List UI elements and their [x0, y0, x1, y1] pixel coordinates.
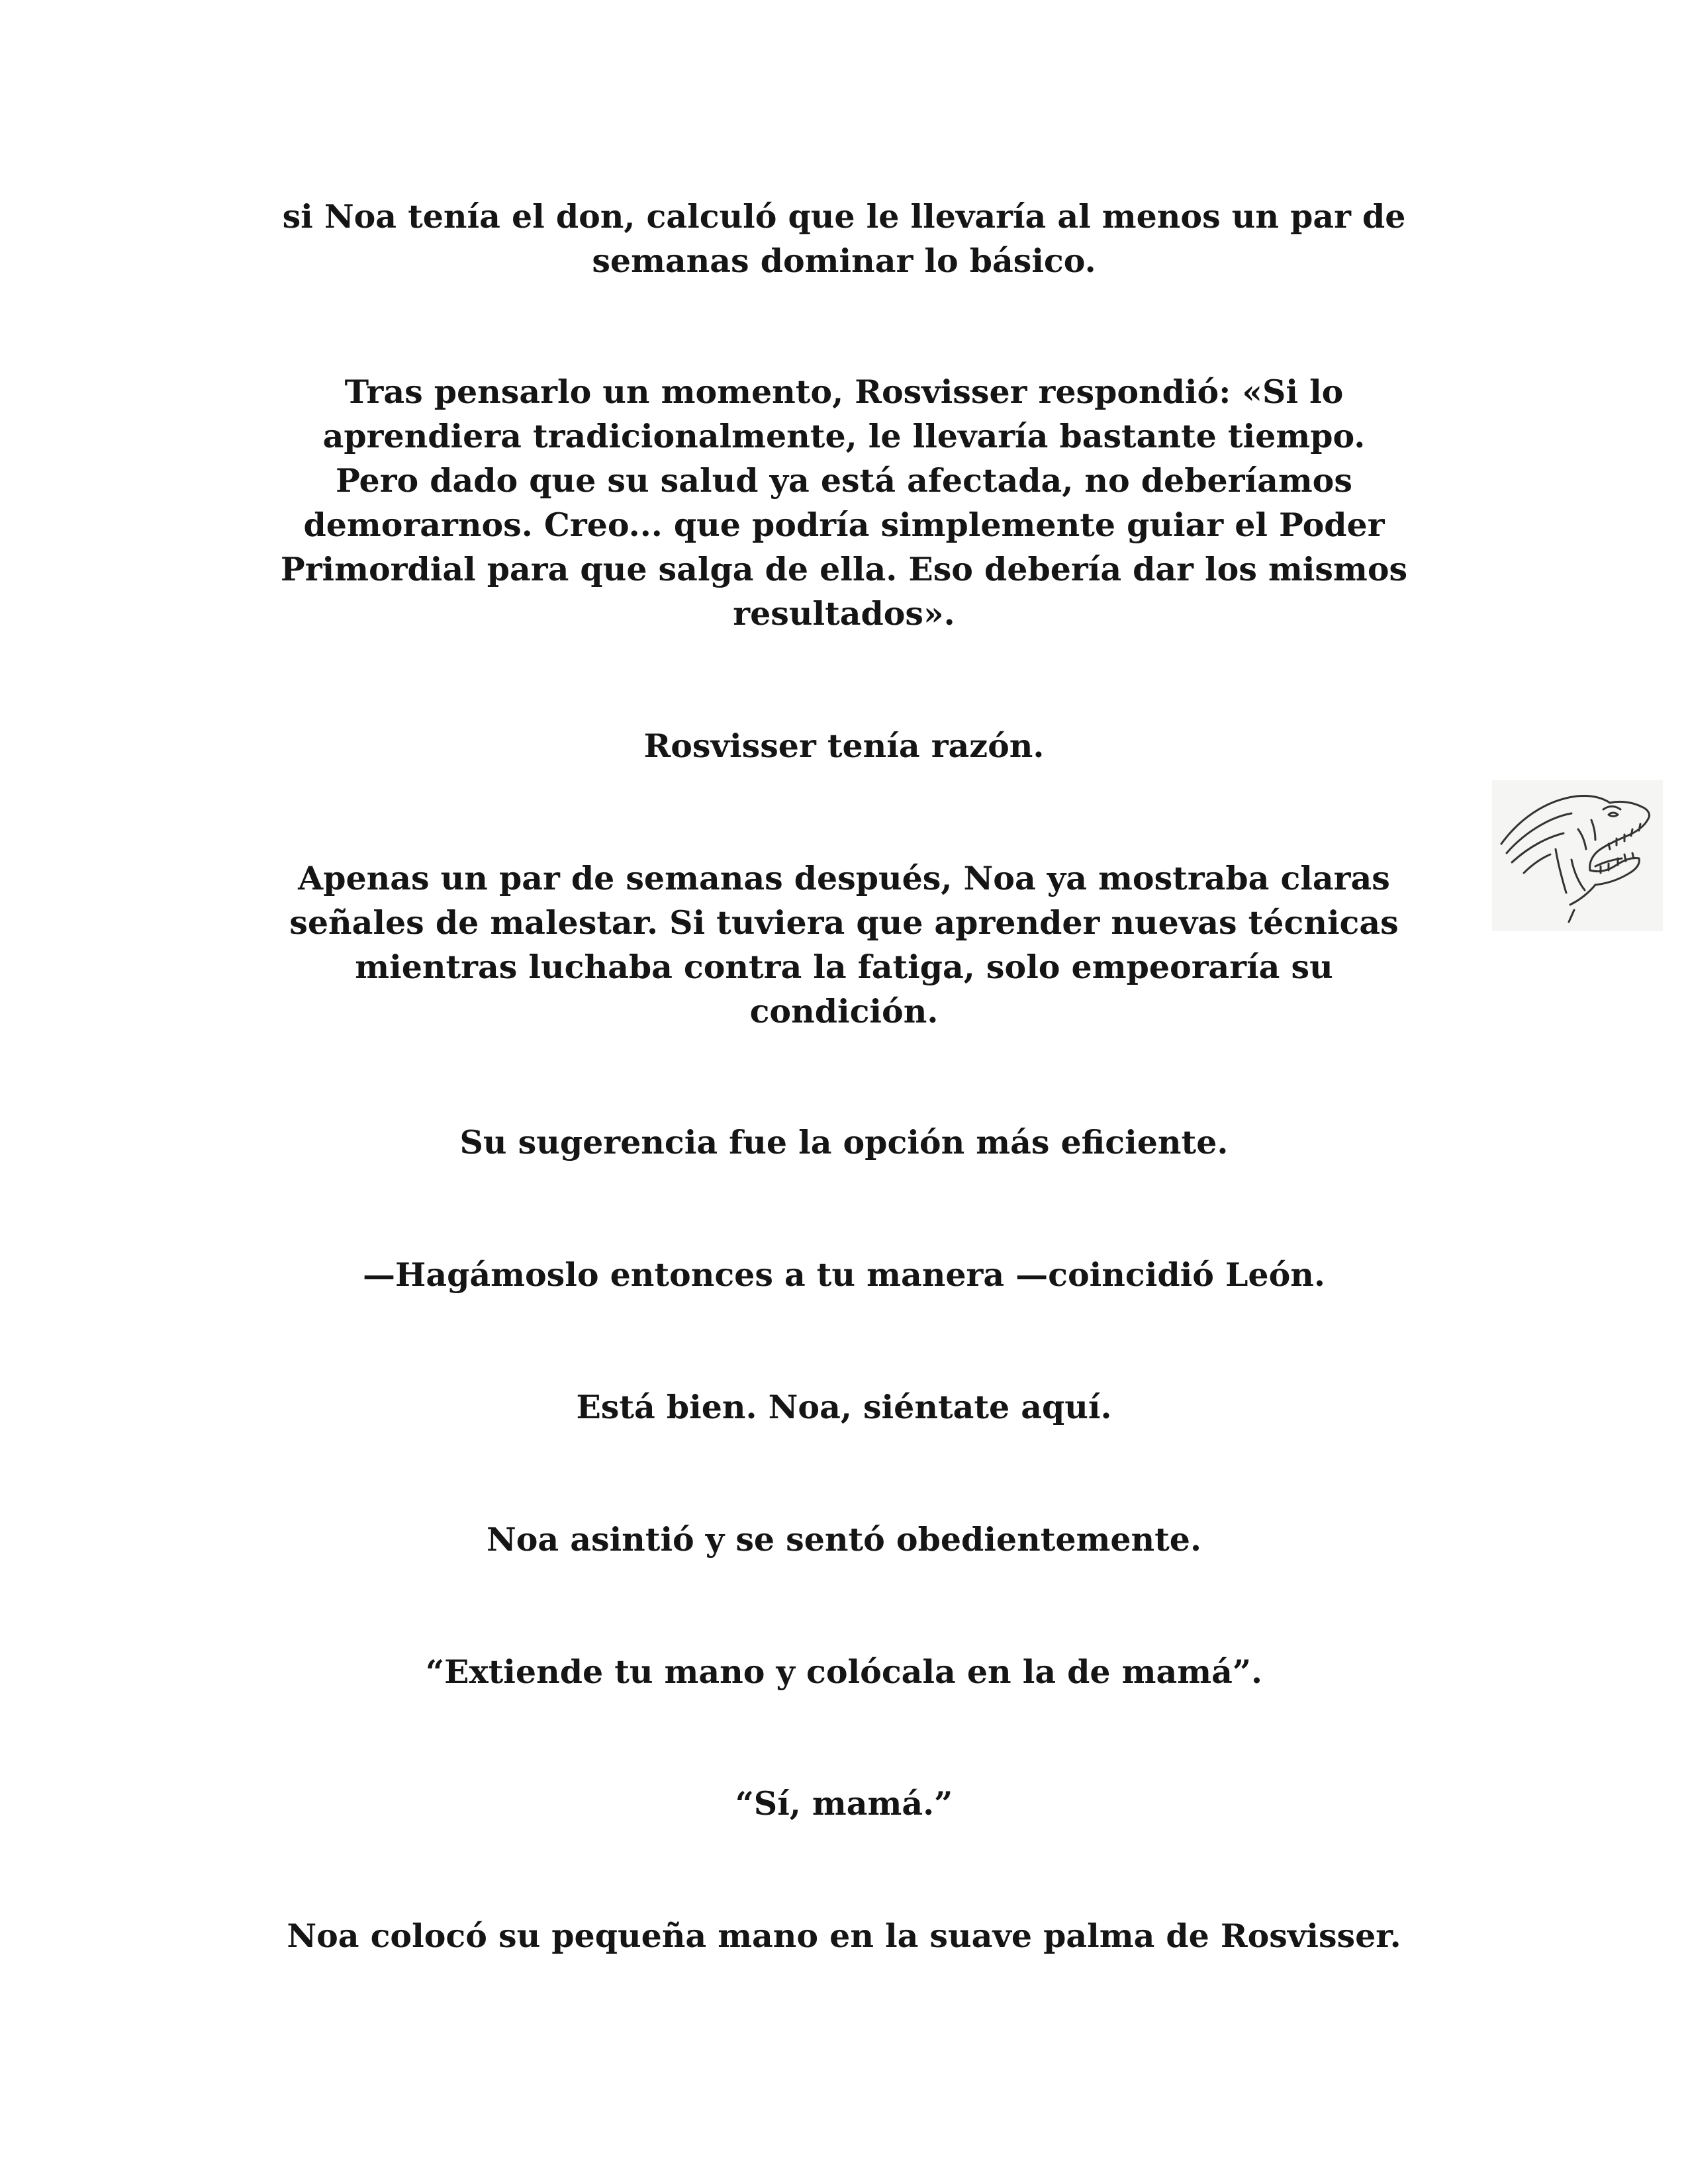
paragraph-11: Noa colocó su pequeña mano en la suave palma de Rosvisser. — [287, 1917, 1401, 1955]
paragraph-6: —Hagámoslo entonces a tu manera —coincidió León. — [363, 1255, 1325, 1294]
paragraph-1: si Noa tenía el don, calculó que le llevaría al menos un par de semanas dominar lo básico. — [282, 197, 1406, 280]
paragraph-2: Tras pensarlo un momento, Rosvisser respondió: «Si lo aprendiera tradicionalmente, le llevaría bastante tiempo. Pero dado que su salud ya está afectada, no deberíamos demorarnos. Creo... que podría simplemente guiar el Poder Primordial para que salga de ella. Eso debería dar los mismos resultados». — [280, 373, 1408, 633]
paragraph-7: Está bien. Noa, siéntate aquí. — [576, 1388, 1112, 1426]
paragraph-3: Rosvisser tenía razón. — [643, 727, 1045, 765]
paragraph-8: Noa asintió y se sentó obedientemente. — [486, 1520, 1202, 1559]
dinosaur-sketch-icon — [1492, 780, 1663, 931]
paragraph-4: Apenas un par de semanas después, Noa ya mostraba claras señales de malestar. Si tuviera que aprender nuevas técnicas mientras luchaba contra la fatiga, solo empeoraría su condición. — [289, 859, 1399, 1030]
paragraph-9: “Extiende tu mano y colócala en la de mamá”. — [425, 1653, 1263, 1691]
paragraph-5: Su sugerencia fue la opción más eficiente. — [459, 1123, 1229, 1161]
paragraph-10: “Sí, mamá.” — [735, 1784, 953, 1823]
